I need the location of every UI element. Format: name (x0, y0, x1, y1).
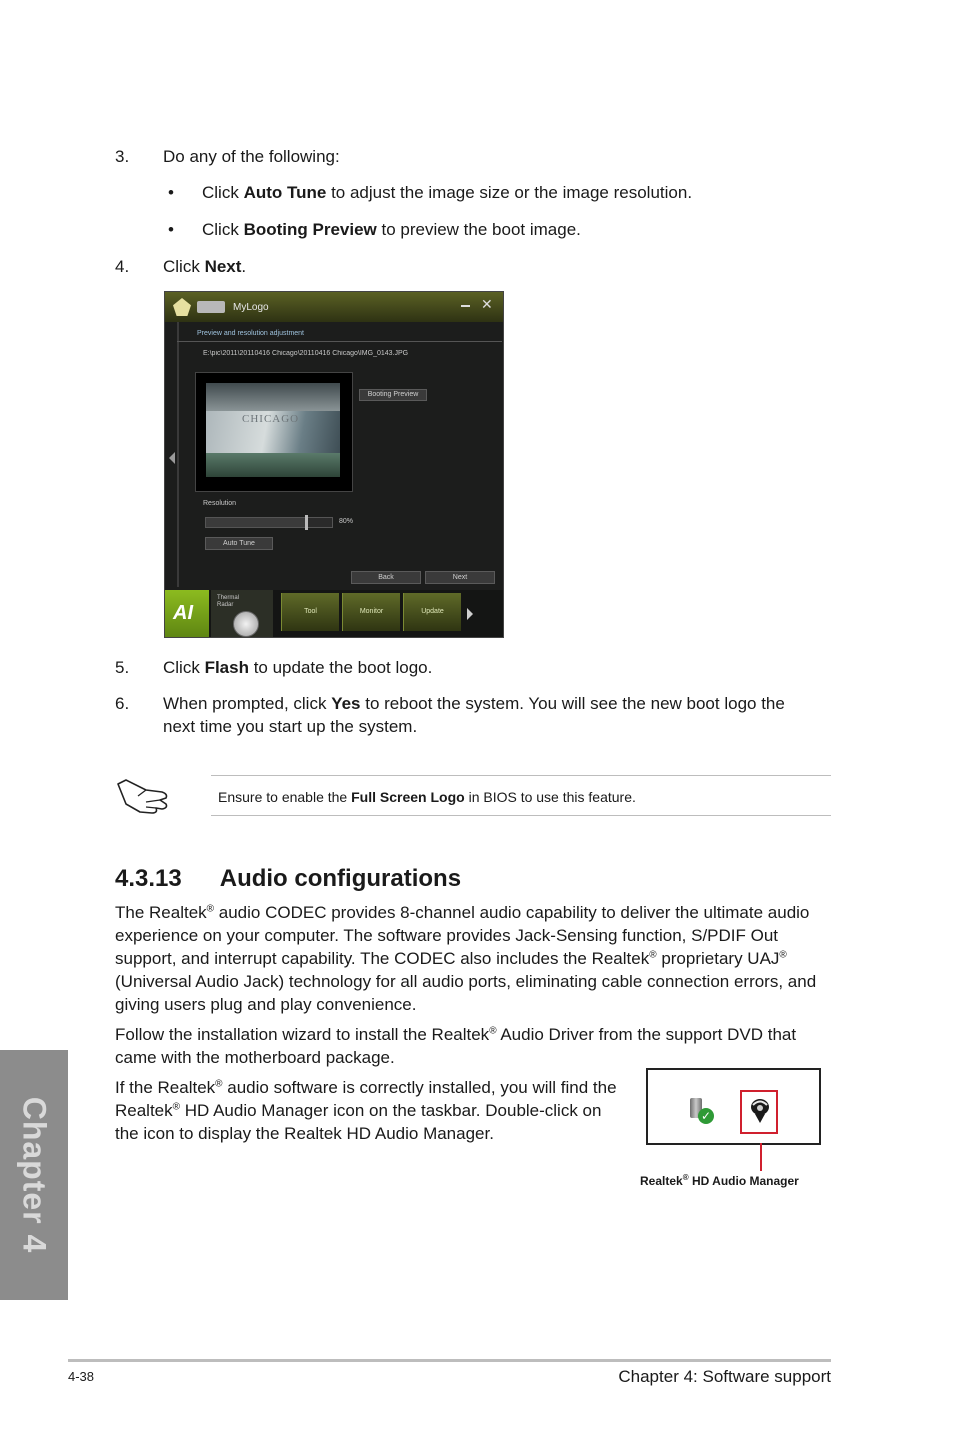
step-3-text: Do any of the following: (163, 147, 340, 166)
step-4-text: Click Next. (163, 257, 247, 276)
thermal-radar-tile[interactable] (211, 590, 273, 638)
step-6-text: When prompted, click Yes to reboot the system. You will see the new boot logo the next time you start up the system. (163, 694, 785, 736)
back-button[interactable]: Back (351, 571, 421, 584)
slider-thumb[interactable] (305, 515, 308, 530)
resolution-slider[interactable] (205, 517, 333, 528)
window-titlebar (165, 292, 503, 322)
step-4-number: 4. (115, 257, 130, 276)
pointing-hand-icon (116, 776, 172, 816)
footer-chapter-title: Chapter 4: Software support (618, 1367, 831, 1386)
boot-image-preview (206, 383, 340, 477)
note-bottom-rule (211, 815, 831, 816)
resolution-value: 80% (339, 518, 354, 525)
section-number: 4.3.13 (115, 865, 182, 892)
thermal-radar-label: Thermal Radar (217, 595, 240, 608)
file-path: E:\pic\2011\20110416 Chicago\20110416 Chicago\IMG_0143.JPG (203, 350, 409, 357)
photo-caption: CHICAGO (242, 413, 300, 425)
bullet-1-marker: • (168, 183, 174, 202)
figure-caption: Realtek® HD Audio Manager (640, 1173, 799, 1188)
chapter-tab-label: Chapter 4 (16, 1096, 53, 1254)
bullet-2-marker: • (168, 220, 174, 239)
taskbar-screenshot (646, 1068, 821, 1145)
booting-preview-button[interactable]: Booting Preview (359, 389, 427, 401)
left-rail (177, 322, 179, 587)
usb-safely-remove-icon: ✓ (686, 1096, 716, 1128)
section-title: Preview and resolution adjustment (197, 330, 305, 337)
app-logo-icon (173, 298, 191, 316)
ai-suite-logo-text: AI (173, 602, 193, 624)
section-divider (177, 341, 502, 342)
right-arrow-icon[interactable] (467, 608, 473, 620)
paragraph-install-driver: Follow the installation wizard to install the Realtek® Audio Driver from the support DVD that came with the motherboard package. (115, 1025, 797, 1067)
window-title: MyLogo (233, 302, 269, 313)
close-icon[interactable]: ✕ (481, 296, 493, 312)
realtek-highlight-box (740, 1090, 778, 1134)
footer-rule (68, 1359, 831, 1362)
minimize-icon[interactable] (461, 305, 470, 307)
chapter-side-tab (0, 1050, 68, 1300)
preview-frame (195, 372, 353, 492)
paragraph-taskbar-icon: If the Realtek® audio software is correctly installed, you will find the Realtek® HD Audio Manager icon on the taskbar. Double-click on the icon to display the Realtek HD Audio Manager. (115, 1078, 617, 1143)
monitor-tab[interactable]: Monitor (342, 593, 400, 631)
note-top-rule (211, 775, 831, 776)
realtek-hd-audio-manager-icon[interactable] (749, 1097, 771, 1125)
mylogo-window-screenshot (164, 291, 504, 638)
step-6-number: 6. (115, 694, 130, 713)
left-arrow-icon[interactable] (169, 452, 175, 464)
section-title: Audio configurations (219, 865, 462, 892)
bullet-booting-preview: Click Booting Preview to preview the boot image. (202, 220, 581, 239)
bullet-auto-tune: Click Auto Tune to adjust the image size or the image resolution. (202, 183, 693, 202)
resolution-label: Resolution (203, 500, 237, 507)
fan-icon (233, 611, 259, 637)
page-number: 4-38 (68, 1369, 95, 1384)
update-tab[interactable]: Update (403, 593, 461, 631)
step-3-number: 3. (115, 147, 130, 166)
callout-line (760, 1143, 762, 1171)
next-button[interactable]: Next (425, 571, 495, 584)
paragraph-realtek-codec: The Realtek® audio CODEC provides 8-channel audio capability to deliver the ultimate audio experience on your computer. The software provides Jack-Sensing function, S/PDIF Out support, and interrupt capability. The CODEC also includes the Realtek® proprietary UAJ® (Universal Audio Jack) technology for all audio ports, eliminating cable connection errors, and giving users plug and play convenience. (115, 903, 817, 1014)
brand-badge-icon (197, 301, 225, 313)
section-heading (115, 864, 461, 894)
slider-fill (206, 518, 307, 527)
note-text: Ensure to enable the Full Screen Logo in BIOS to use this feature. (218, 789, 636, 805)
step-5-text: Click Flash to update the boot logo. (163, 658, 433, 677)
bottom-nav-bar (165, 590, 504, 638)
auto-tune-button[interactable]: Auto Tune (205, 537, 273, 550)
step-5-number: 5. (115, 658, 130, 677)
ai-suite-logo[interactable] (165, 590, 209, 638)
tool-tab[interactable]: Tool (281, 593, 339, 631)
